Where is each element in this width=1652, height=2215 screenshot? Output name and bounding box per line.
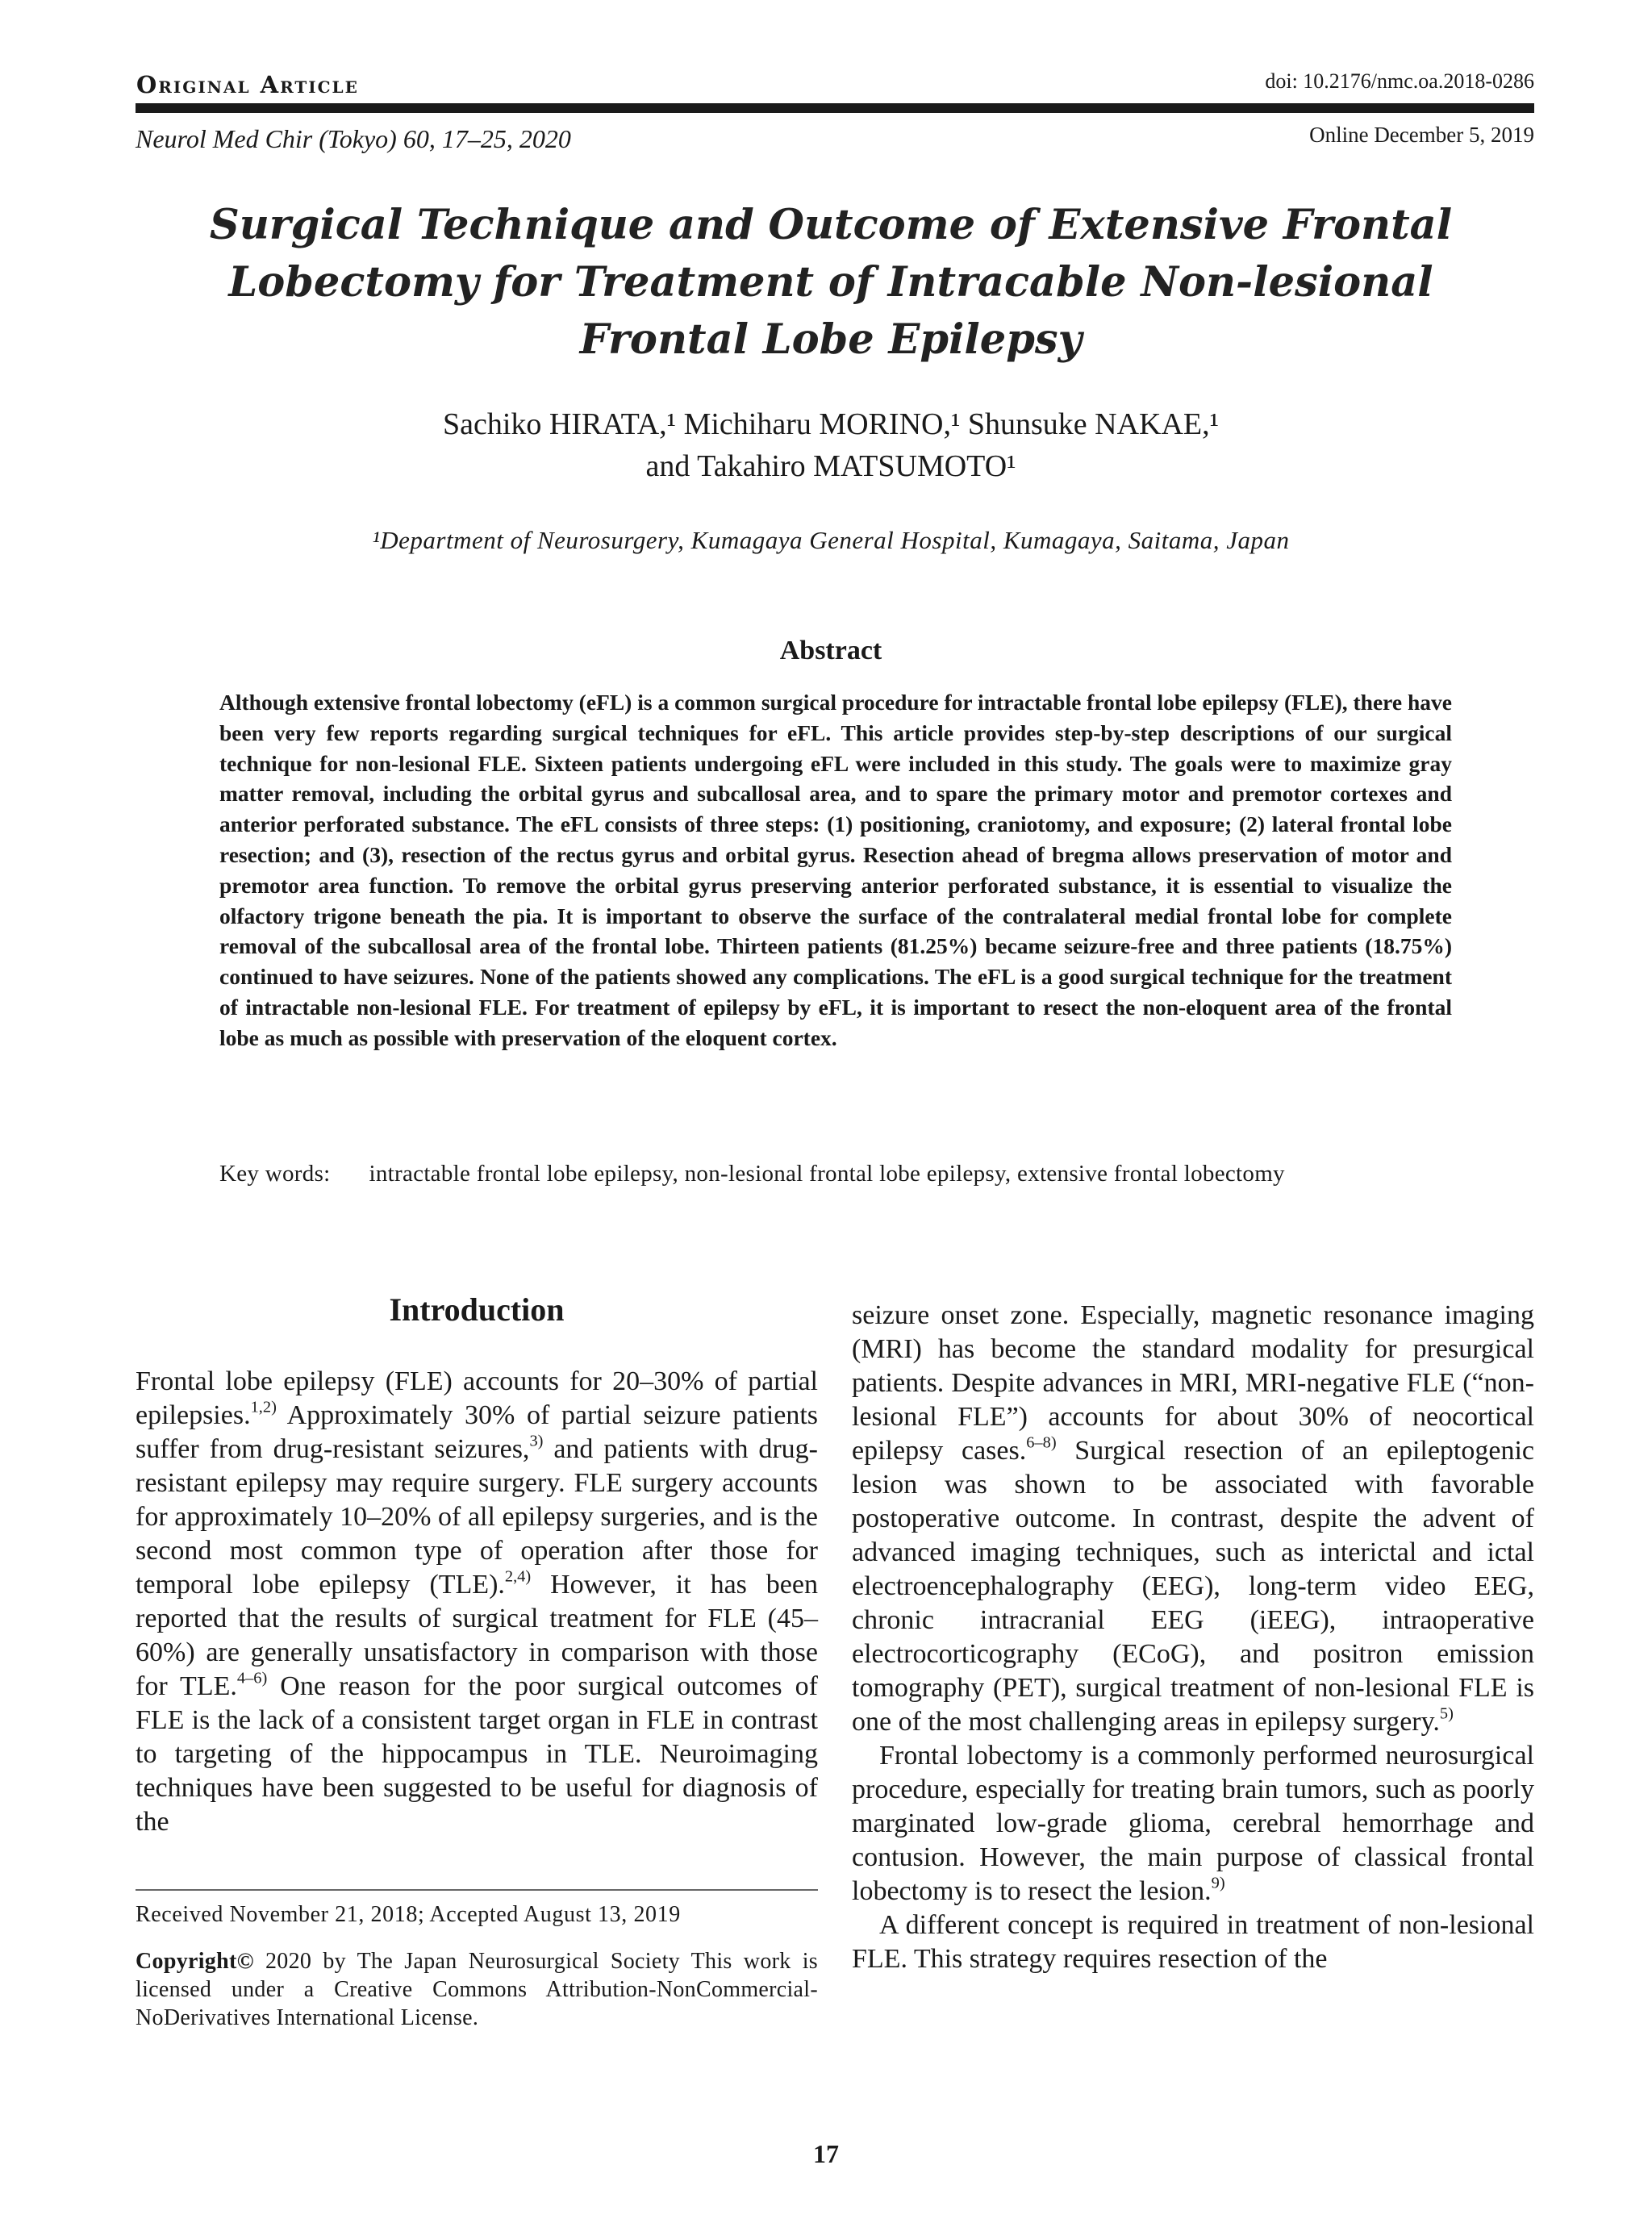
citation-ref[interactable]: 5) xyxy=(1439,1704,1454,1723)
title-line: Frontal Lobe Epilepsy xyxy=(579,315,1083,364)
section-label: Original Article xyxy=(136,71,359,98)
paragraph: Frontal lobectomy is a commonly performed neurosurgical procedure, especially for treating brain tumors, such as poorly marginated low-grade glioma, cerebral hemorrhage and contusion. However, the main purpose of classical frontal lobectomy is to resect the lesion.$^{9)}$ xyxy=(852,1741,1534,1906)
abstract-heading: Abstract xyxy=(779,636,882,665)
paragraph: Frontal lobe epilepsy (FLE) accounts for 20–30% of partial epilepsies.$^{1,2)}$ Approximately 30% of partial seizure patients suffer from drug-resistant seizures,$^{3)}$ and patients with drug-resistant epilepsy may require surgery. FLE surgery accounts for approximately 10–20% of all epilepsy surgeries, and is the second most common type of operation after those for temporal lobe epilepsy (TLE).$^{2,4)}$ However, it has been reported that the results of surgical treatment for FLE (45–60%) are generally unsatisfactory in comparison with those for TLE.$^{4-6)}$ One reason for the poor surgical outcomes of FLE is the lack of a consistent target organ in FLE in contrast to targeting of the hippocampus in TLE. Neuroimaging techniques have been suggested to be useful for diagnosis of the xyxy=(136,1366,818,1837)
copyright-notice xyxy=(136,1947,818,2032)
keywords-label: Key words: xyxy=(219,1161,331,1187)
introduction-heading: Introduction xyxy=(389,1291,565,1328)
citation-ref[interactable]: 6–8) xyxy=(1026,1433,1057,1452)
journal-citation: Neurol Med Chir (Tokyo) 60, 17–25, 2020 xyxy=(136,124,571,153)
copyright-label: Copyright© xyxy=(136,1949,254,1974)
abstract-body: Although extensive frontal lobectomy (eFL) is a common surgical procedure for intractable frontal lobe epilepsy (FLE), there have been very few reports regarding surgical techniques for eFL. This article provides step-by-step descriptions of our surgical technique for non-lesional FLE. Sixteen patients undergoing eFL were included in this study. The goals were to maximize gray matter removal, including the orbital gyrus and subcallosal area, and to spare the primary motor and premotor cortexes and anterior perforated substance. The eFL consists of three steps: (1) positioning, craniotomy, and exposure; (2) lateral frontal lobe resection; and (3), resection of the rectus gyrus and orbital gyrus. Resection ahead of bregma allows preservation of motor and premotor area function. To remove the orbital gyrus preserving anterior perforated substance, it is essential to visualize the olfactory trigone beneath the pia. It is important to observe the surface of the contralateral medial frontal lobe for complete removal of the subcallosal area of the frontal lobe. Thirteen patients (81.25%) became seizure-free and three patients (18.75%) continued to have seizures. None of the patients showed any complications. The eFL is a good surgical technique for the treatment of intractable non-lesional FLE. For treatment of epilepsy by eFL, it is important to resect the non-eloquent area of the frontal lobe as much as possible with preservation of the eloquent cortex. xyxy=(219,690,1452,1050)
paper-title xyxy=(186,197,1476,369)
keywords-text: intractable frontal lobe epilepsy, non-lesional frontal lobe epilepsy, extensive frontal lobectomy xyxy=(369,1161,1285,1187)
author-list xyxy=(186,403,1476,487)
title-line: Surgical Technique and Outcome of Extensive Frontal xyxy=(209,201,1453,249)
online-date: Online December 5, 2019 xyxy=(1309,123,1534,147)
copyright-text: 2020 by The Japan Neurosurgical Society This work is licensed under a Creative Commons Attribution-NonCommercial-NoDerivatives International License. xyxy=(136,1949,818,2030)
title-line: Lobectomy for Treatment of Intracable Non-lesional xyxy=(228,258,1433,307)
paragraph: seizure onset zone. Especially, magnetic resonance imaging (MRI) has become the standard modality for presurgical patients. Despite advances in MRI, MRI-negative FLE (“non-lesional FLE”) accounts for about 30% of neocortical epilepsy cases.$^{6-8)}$ Surgical resection of an epileptogenic lesion was shown to be associated with favorable postoperative outcome. In contrast, despite the advent of advanced imaging techniques, such as interictal and ictal electroencephalography (EEG), long-term video EEG, chronic intracranial EEG (iEEG), intraoperative electrocorticography (ECoG), and positron emission tomography (PET), surgical treatment of non-lesional FLE is one of the most challenging areas in epilepsy surgery.$^{5)}$ xyxy=(852,1300,1534,1737)
page-number: 17 xyxy=(813,2139,839,2168)
header-rule xyxy=(136,103,1534,113)
citation-ref[interactable]: 9) xyxy=(1211,1874,1225,1892)
author-line: Sachiko HIRATA,¹ Michiharu MORINO,¹ Shunsuke NAKAE,¹ xyxy=(442,407,1220,441)
doi-link[interactable]: doi: 10.2176/nmc.oa.2018-0286 xyxy=(1265,69,1534,93)
citation-ref[interactable]: 1,2) xyxy=(250,1398,277,1416)
received-dates: Received November 21, 2018; Accepted August 13, 2019 xyxy=(136,1902,681,1927)
citation-ref[interactable]: 4–6) xyxy=(236,1669,268,1687)
author-line: and Takahiro MATSUMOTO¹ xyxy=(645,449,1016,483)
citation-ref[interactable]: 3) xyxy=(529,1432,544,1450)
affiliation: ¹Department of Neurosurgery, Kumagaya General Hospital, Kumagaya, Saitama, Japan xyxy=(372,526,1290,554)
citation-ref[interactable]: 2,4) xyxy=(504,1567,532,1586)
right-column xyxy=(852,1299,1534,1976)
footnote-rule xyxy=(136,1889,818,1891)
paragraph: A different concept is required in treatment of non-lesional FLE. This strategy requires resection of the xyxy=(852,1910,1534,1974)
keywords xyxy=(219,1157,1452,1191)
left-column xyxy=(136,1365,818,1839)
